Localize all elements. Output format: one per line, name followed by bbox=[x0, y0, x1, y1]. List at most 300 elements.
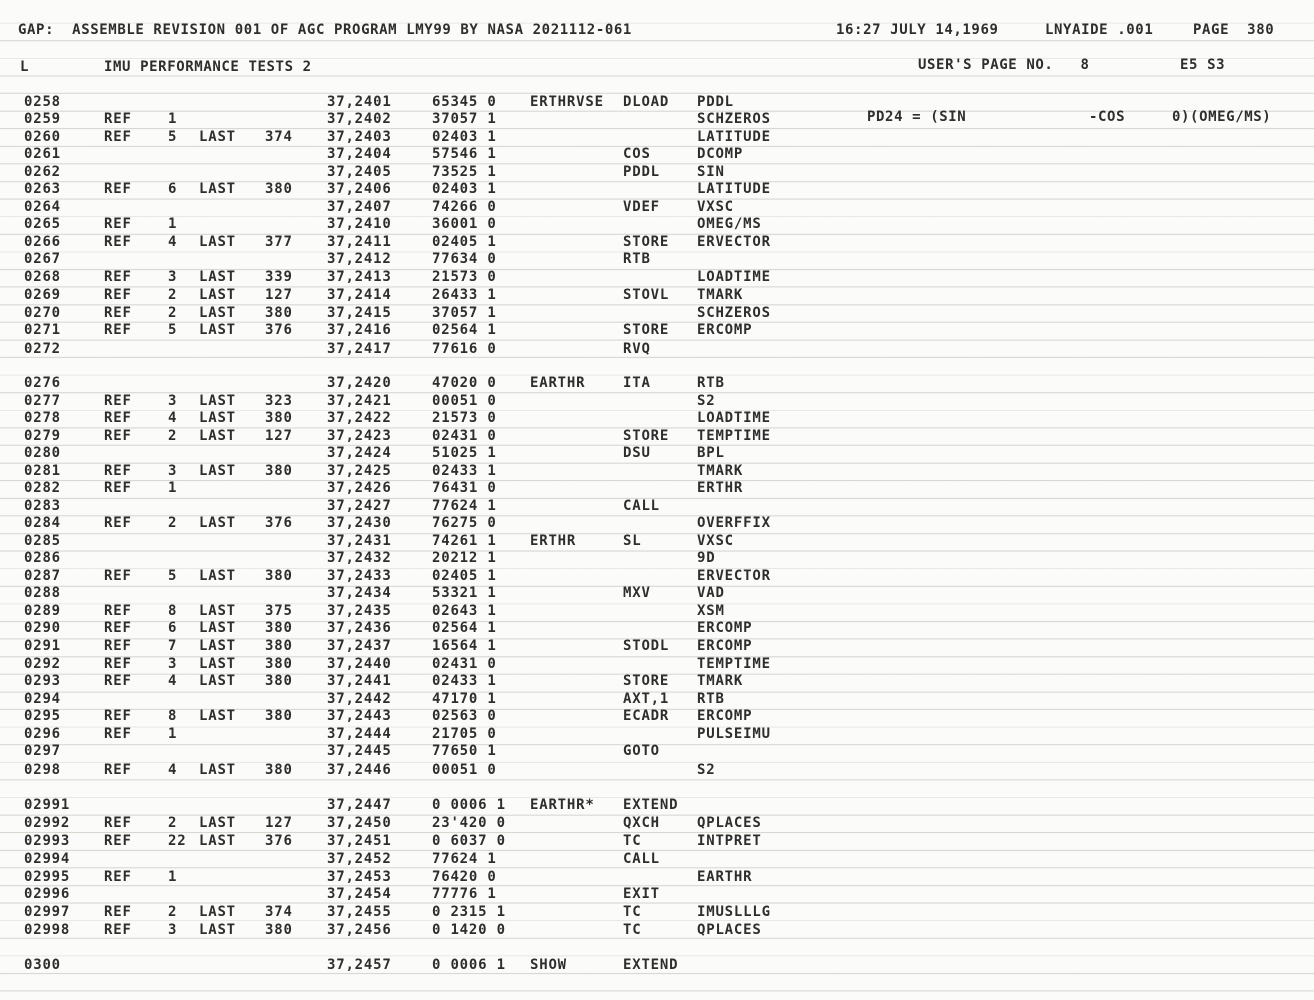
opcode: EXTEND bbox=[623, 957, 679, 973]
address: 37,2447 bbox=[327, 797, 392, 813]
operand: PDDL bbox=[697, 94, 734, 110]
ref-count: 4 bbox=[168, 410, 178, 426]
line-number: 0268 bbox=[24, 269, 61, 285]
line-number: 0269 bbox=[24, 287, 61, 303]
listing-row bbox=[0, 869, 1314, 886]
section-title: IMU PERFORMANCE TESTS 2 bbox=[104, 59, 312, 75]
ref-label: REF bbox=[104, 480, 132, 496]
operand: INTPRET bbox=[697, 833, 762, 849]
operand: XSM bbox=[697, 603, 725, 619]
octal-value: 0 0006 1 bbox=[432, 957, 506, 973]
line-number: 0300 bbox=[24, 957, 61, 973]
octal-value: 16564 1 bbox=[432, 638, 497, 654]
octal-value: 00051 0 bbox=[432, 762, 497, 778]
last-label: LAST bbox=[199, 656, 236, 672]
operand: TMARK bbox=[697, 287, 744, 303]
line-number: 0267 bbox=[24, 251, 61, 267]
ref-count: 1 bbox=[168, 480, 178, 496]
line-number: 0296 bbox=[24, 726, 61, 742]
address: 37,2410 bbox=[327, 216, 392, 232]
line-number: 0271 bbox=[24, 322, 61, 338]
ref-label: REF bbox=[104, 269, 132, 285]
octal-value: 77776 1 bbox=[432, 886, 497, 902]
operand: PULSEIMU bbox=[697, 726, 771, 742]
address: 37,2422 bbox=[327, 410, 392, 426]
opcode: STORE bbox=[623, 234, 670, 250]
address: 37,2446 bbox=[327, 762, 392, 778]
listing-row bbox=[0, 181, 1314, 198]
line-number: 0258 bbox=[24, 94, 61, 110]
address: 37,2403 bbox=[327, 129, 392, 145]
listing-row bbox=[0, 164, 1314, 181]
ref-count: 4 bbox=[168, 673, 178, 689]
address: 37,2405 bbox=[327, 164, 392, 180]
octal-value: 77650 1 bbox=[432, 743, 497, 759]
label: SHOW bbox=[530, 957, 567, 973]
line-number: 0266 bbox=[24, 234, 61, 250]
listing-row bbox=[0, 656, 1314, 673]
octal-value: 77624 1 bbox=[432, 498, 497, 514]
line-number: 0265 bbox=[24, 216, 61, 232]
last-page: 380 bbox=[265, 708, 293, 724]
ref-count: 3 bbox=[168, 269, 178, 285]
listing-row bbox=[0, 480, 1314, 497]
opcode: EXTEND bbox=[623, 797, 679, 813]
line-number: 0289 bbox=[24, 603, 61, 619]
last-label: LAST bbox=[199, 428, 236, 444]
opcode: DLOAD bbox=[623, 94, 670, 110]
last-page: 374 bbox=[265, 129, 293, 145]
listing-row bbox=[0, 691, 1314, 708]
line-number: 0260 bbox=[24, 129, 61, 145]
listing-row bbox=[0, 463, 1314, 480]
listing-row bbox=[0, 797, 1314, 814]
assembly-header: GAP: ASSEMBLE REVISION 001 OF AGC PROGRAM LMY99 BY NASA 2021112-061 bbox=[18, 22, 632, 38]
line-number: 0282 bbox=[24, 480, 61, 496]
ref-label: REF bbox=[104, 762, 132, 778]
octal-value: 00051 0 bbox=[432, 393, 497, 409]
last-page: 380 bbox=[265, 181, 293, 197]
address: 37,2412 bbox=[327, 251, 392, 267]
last-page: 376 bbox=[265, 515, 293, 531]
assembly-timestamp: 16:27 JULY 14,1969 bbox=[836, 22, 999, 38]
octal-value: 0 6037 0 bbox=[432, 833, 506, 849]
octal-value: 02405 1 bbox=[432, 568, 497, 584]
left-mark: L bbox=[20, 59, 30, 75]
last-page: 323 bbox=[265, 393, 293, 409]
operand: ERCOMP bbox=[697, 638, 753, 654]
last-label: LAST bbox=[199, 515, 236, 531]
line-number: 0278 bbox=[24, 410, 61, 426]
listing-row bbox=[0, 216, 1314, 233]
ref-label: REF bbox=[104, 463, 132, 479]
ref-label: REF bbox=[104, 656, 132, 672]
listing-row bbox=[0, 146, 1314, 163]
opcode: CALL bbox=[623, 851, 660, 867]
octal-value: 65345 0 bbox=[432, 94, 497, 110]
ref-label: REF bbox=[104, 726, 132, 742]
operand: TEMPTIME bbox=[697, 428, 771, 444]
opcode: RTB bbox=[623, 251, 651, 267]
ref-label: REF bbox=[104, 287, 132, 303]
operand: IMUSLLLG bbox=[697, 904, 771, 920]
octal-value: 76275 0 bbox=[432, 515, 497, 531]
last-page: 339 bbox=[265, 269, 293, 285]
operand: ERCOMP bbox=[697, 708, 753, 724]
opcode: STODL bbox=[623, 638, 670, 654]
ref-label: REF bbox=[104, 129, 132, 145]
listing-row bbox=[0, 234, 1314, 251]
address: 37,2421 bbox=[327, 393, 392, 409]
last-page: 375 bbox=[265, 603, 293, 619]
operand: VXSC bbox=[697, 533, 734, 549]
pd24-comment: PD24 = (SIN bbox=[867, 109, 967, 125]
line-number: 0285 bbox=[24, 533, 61, 549]
address: 37,2413 bbox=[327, 269, 392, 285]
octal-value: 73525 1 bbox=[432, 164, 497, 180]
label: ERTHR bbox=[530, 533, 577, 549]
address: 37,2455 bbox=[327, 904, 392, 920]
operand: OVERFFIX bbox=[697, 515, 771, 531]
last-page: 380 bbox=[265, 638, 293, 654]
last-page: 380 bbox=[265, 620, 293, 636]
listing-row bbox=[0, 322, 1314, 339]
last-label: LAST bbox=[199, 393, 236, 409]
ref-count: 1 bbox=[168, 726, 178, 742]
listing-row bbox=[0, 638, 1314, 655]
opcode: EXIT bbox=[623, 886, 660, 902]
last-label: LAST bbox=[199, 762, 236, 778]
octal-value: 47020 0 bbox=[432, 375, 497, 391]
ref-label: REF bbox=[104, 869, 132, 885]
address: 37,2417 bbox=[327, 341, 392, 357]
ref-count: 5 bbox=[168, 322, 178, 338]
line-number: 02994 bbox=[24, 851, 71, 867]
operand: EARTHR bbox=[697, 869, 753, 885]
ref-count: 1 bbox=[168, 869, 178, 885]
address: 37,2443 bbox=[327, 708, 392, 724]
ref-label: REF bbox=[104, 673, 132, 689]
operand: BPL bbox=[697, 445, 725, 461]
ref-label: REF bbox=[104, 708, 132, 724]
last-page: 380 bbox=[265, 463, 293, 479]
listing-row bbox=[0, 550, 1314, 567]
operand: LATITUDE bbox=[697, 129, 771, 145]
address: 37,2430 bbox=[327, 515, 392, 531]
octal-value: 37057 1 bbox=[432, 111, 497, 127]
last-label: LAST bbox=[199, 463, 236, 479]
opcode: PDDL bbox=[623, 164, 660, 180]
ref-label: REF bbox=[104, 515, 132, 531]
opcode: RVQ bbox=[623, 341, 651, 357]
address: 37,2451 bbox=[327, 833, 392, 849]
ref-count: 8 bbox=[168, 603, 178, 619]
last-label: LAST bbox=[199, 815, 236, 831]
last-page: 376 bbox=[265, 322, 293, 338]
octal-value: 02563 0 bbox=[432, 708, 497, 724]
last-label: LAST bbox=[199, 638, 236, 654]
operand: RTB bbox=[697, 375, 725, 391]
octal-value: 02643 1 bbox=[432, 603, 497, 619]
operand: ERCOMP bbox=[697, 620, 753, 636]
listing-row bbox=[0, 445, 1314, 462]
address: 37,2445 bbox=[327, 743, 392, 759]
last-label: LAST bbox=[199, 287, 236, 303]
listing-row bbox=[0, 375, 1314, 392]
address: 37,2442 bbox=[327, 691, 392, 707]
address: 37,2425 bbox=[327, 463, 392, 479]
listing-row bbox=[0, 620, 1314, 637]
octal-value: 36001 0 bbox=[432, 216, 497, 232]
ref-label: REF bbox=[104, 393, 132, 409]
opcode: AXT,1 bbox=[623, 691, 670, 707]
ref-count: 2 bbox=[168, 904, 178, 920]
ref-count: 3 bbox=[168, 922, 178, 938]
ref-label: REF bbox=[104, 305, 132, 321]
last-page: 376 bbox=[265, 833, 293, 849]
octal-value: 77634 0 bbox=[432, 251, 497, 267]
line-number: 0288 bbox=[24, 585, 61, 601]
address: 37,2431 bbox=[327, 533, 392, 549]
listing-row bbox=[0, 305, 1314, 322]
operand: TMARK bbox=[697, 463, 744, 479]
line-number: 0264 bbox=[24, 199, 61, 215]
opcode: QXCH bbox=[623, 815, 660, 831]
ref-label: REF bbox=[104, 620, 132, 636]
octal-value: 21573 0 bbox=[432, 269, 497, 285]
ref-label: REF bbox=[104, 904, 132, 920]
address: 37,2426 bbox=[327, 480, 392, 496]
listing-row bbox=[0, 533, 1314, 550]
octal-value: 02431 0 bbox=[432, 428, 497, 444]
octal-value: 20212 1 bbox=[432, 550, 497, 566]
line-number: 0276 bbox=[24, 375, 61, 391]
last-label: LAST bbox=[199, 234, 236, 250]
operand: SCHZEROS bbox=[697, 111, 771, 127]
last-page: 377 bbox=[265, 234, 293, 250]
ref-label: REF bbox=[104, 234, 132, 250]
address: 37,2414 bbox=[327, 287, 392, 303]
octal-value: 02405 1 bbox=[432, 234, 497, 250]
line-number: 02998 bbox=[24, 922, 71, 938]
operand: LOADTIME bbox=[697, 410, 771, 426]
operand: ERVECTOR bbox=[697, 234, 771, 250]
opcode: TC bbox=[623, 904, 642, 920]
listing-row bbox=[0, 886, 1314, 903]
es-label: E5 S3 bbox=[1180, 57, 1226, 73]
line-number: 0297 bbox=[24, 743, 61, 759]
last-page: 380 bbox=[265, 673, 293, 689]
ref-count: 5 bbox=[168, 568, 178, 584]
omeg-comment: 0)(OMEG/MS) bbox=[1172, 109, 1272, 125]
address: 37,2434 bbox=[327, 585, 392, 601]
address: 37,2454 bbox=[327, 886, 392, 902]
address: 37,2424 bbox=[327, 445, 392, 461]
line-number: 0298 bbox=[24, 762, 61, 778]
listing-row bbox=[0, 498, 1314, 515]
last-label: LAST bbox=[199, 833, 236, 849]
octal-value: 02403 1 bbox=[432, 129, 497, 145]
octal-value: 0 1420 0 bbox=[432, 922, 506, 938]
listing-row bbox=[0, 726, 1314, 743]
listing-row bbox=[0, 410, 1314, 427]
address: 37,2415 bbox=[327, 305, 392, 321]
last-page: 380 bbox=[265, 305, 293, 321]
listing-row bbox=[0, 251, 1314, 268]
ref-label: REF bbox=[104, 428, 132, 444]
opcode: STORE bbox=[623, 673, 670, 689]
line-number: 02995 bbox=[24, 869, 71, 885]
address: 37,2401 bbox=[327, 94, 392, 110]
ref-count: 8 bbox=[168, 708, 178, 724]
octal-value: 0 2315 1 bbox=[432, 904, 506, 920]
ref-label: REF bbox=[104, 410, 132, 426]
last-label: LAST bbox=[199, 904, 236, 920]
listing-row bbox=[0, 762, 1314, 779]
opcode: STORE bbox=[623, 428, 670, 444]
listing-row bbox=[0, 568, 1314, 585]
opcode: STORE bbox=[623, 322, 670, 338]
address: 37,2407 bbox=[327, 199, 392, 215]
octal-value: 74261 1 bbox=[432, 533, 497, 549]
operand: TMARK bbox=[697, 673, 744, 689]
ref-count: 5 bbox=[168, 129, 178, 145]
octal-value: 21705 0 bbox=[432, 726, 497, 742]
listing-row bbox=[0, 341, 1314, 358]
last-page: 127 bbox=[265, 815, 293, 831]
opcode: COS bbox=[623, 146, 651, 162]
lnyaide-label: LNYAIDE .001 bbox=[1045, 22, 1154, 38]
octal-value: 02433 1 bbox=[432, 463, 497, 479]
listing-row bbox=[0, 922, 1314, 939]
opcode: ECADR bbox=[623, 708, 670, 724]
last-page: 380 bbox=[265, 568, 293, 584]
listing-row bbox=[0, 287, 1314, 304]
address: 37,2420 bbox=[327, 375, 392, 391]
line-number: 0263 bbox=[24, 181, 61, 197]
listing-row bbox=[0, 743, 1314, 760]
octal-value: 0 0006 1 bbox=[432, 797, 506, 813]
operand: ERCOMP bbox=[697, 322, 753, 338]
ref-count: 1 bbox=[168, 111, 178, 127]
last-page: 374 bbox=[265, 904, 293, 920]
operand: RTB bbox=[697, 691, 725, 707]
line-number: 0280 bbox=[24, 445, 61, 461]
ref-label: REF bbox=[104, 322, 132, 338]
user-page-number: USER'S PAGE NO. 8 bbox=[918, 57, 1090, 73]
last-page: 127 bbox=[265, 287, 293, 303]
ref-count: 2 bbox=[168, 815, 178, 831]
address: 37,2452 bbox=[327, 851, 392, 867]
opcode: MXV bbox=[623, 585, 651, 601]
ref-count: 4 bbox=[168, 234, 178, 250]
octal-value: 02564 1 bbox=[432, 620, 497, 636]
last-page: 127 bbox=[265, 428, 293, 444]
operand: QPLACES bbox=[697, 815, 762, 831]
last-page: 380 bbox=[265, 656, 293, 672]
opcode: DSU bbox=[623, 445, 651, 461]
operand: LOADTIME bbox=[697, 269, 771, 285]
ref-label: REF bbox=[104, 603, 132, 619]
operand: SCHZEROS bbox=[697, 305, 771, 321]
ref-label: REF bbox=[104, 815, 132, 831]
listing-row bbox=[0, 129, 1314, 146]
ref-count: 6 bbox=[168, 620, 178, 636]
address: 37,2441 bbox=[327, 673, 392, 689]
listing-row bbox=[0, 94, 1314, 111]
line-number: 02997 bbox=[24, 904, 71, 920]
operand: TEMPTIME bbox=[697, 656, 771, 672]
operand: DCOMP bbox=[697, 146, 744, 162]
ref-count: 4 bbox=[168, 762, 178, 778]
octal-value: 76420 0 bbox=[432, 869, 497, 885]
last-label: LAST bbox=[199, 181, 236, 197]
opcode: SL bbox=[623, 533, 642, 549]
octal-value: 47170 1 bbox=[432, 691, 497, 707]
listing-row bbox=[0, 603, 1314, 620]
octal-value: 23'420 0 bbox=[432, 815, 506, 831]
opcode: GOTO bbox=[623, 743, 660, 759]
ref-count: 6 bbox=[168, 181, 178, 197]
address: 37,2402 bbox=[327, 111, 392, 127]
last-page: 380 bbox=[265, 762, 293, 778]
last-label: LAST bbox=[199, 568, 236, 584]
address: 37,2457 bbox=[327, 957, 392, 973]
address: 37,2406 bbox=[327, 181, 392, 197]
octal-value: 57546 1 bbox=[432, 146, 497, 162]
listing-row bbox=[0, 199, 1314, 216]
operand: SIN bbox=[697, 164, 725, 180]
listing-row bbox=[0, 673, 1314, 690]
ref-label: REF bbox=[104, 833, 132, 849]
address: 37,2450 bbox=[327, 815, 392, 831]
address: 37,2456 bbox=[327, 922, 392, 938]
listing-row bbox=[0, 833, 1314, 850]
last-label: LAST bbox=[199, 322, 236, 338]
listing-row bbox=[0, 393, 1314, 410]
operand: LATITUDE bbox=[697, 181, 771, 197]
address: 37,2433 bbox=[327, 568, 392, 584]
operand: QPLACES bbox=[697, 922, 762, 938]
line-number: 0292 bbox=[24, 656, 61, 672]
address: 37,2432 bbox=[327, 550, 392, 566]
ref-count: 3 bbox=[168, 393, 178, 409]
page-number: PAGE 380 bbox=[1193, 22, 1275, 38]
label: EARTHR bbox=[530, 375, 586, 391]
address: 37,2453 bbox=[327, 869, 392, 885]
operand: VXSC bbox=[697, 199, 734, 215]
listing-row bbox=[0, 815, 1314, 832]
line-number: 0281 bbox=[24, 463, 61, 479]
listing-row bbox=[0, 269, 1314, 286]
line-number: 0284 bbox=[24, 515, 61, 531]
ref-count: 3 bbox=[168, 656, 178, 672]
address: 37,2416 bbox=[327, 322, 392, 338]
line-number: 0261 bbox=[24, 146, 61, 162]
octal-value: 21573 0 bbox=[432, 410, 497, 426]
line-number: 0286 bbox=[24, 550, 61, 566]
line-number: 0295 bbox=[24, 708, 61, 724]
operand: VAD bbox=[697, 585, 725, 601]
listing-row bbox=[0, 708, 1314, 725]
ref-count: 2 bbox=[168, 287, 178, 303]
last-label: LAST bbox=[199, 129, 236, 145]
line-number: 02991 bbox=[24, 797, 71, 813]
octal-value: 77616 0 bbox=[432, 341, 497, 357]
operand: S2 bbox=[697, 762, 716, 778]
line-number: 0259 bbox=[24, 111, 61, 127]
address: 37,2423 bbox=[327, 428, 392, 444]
